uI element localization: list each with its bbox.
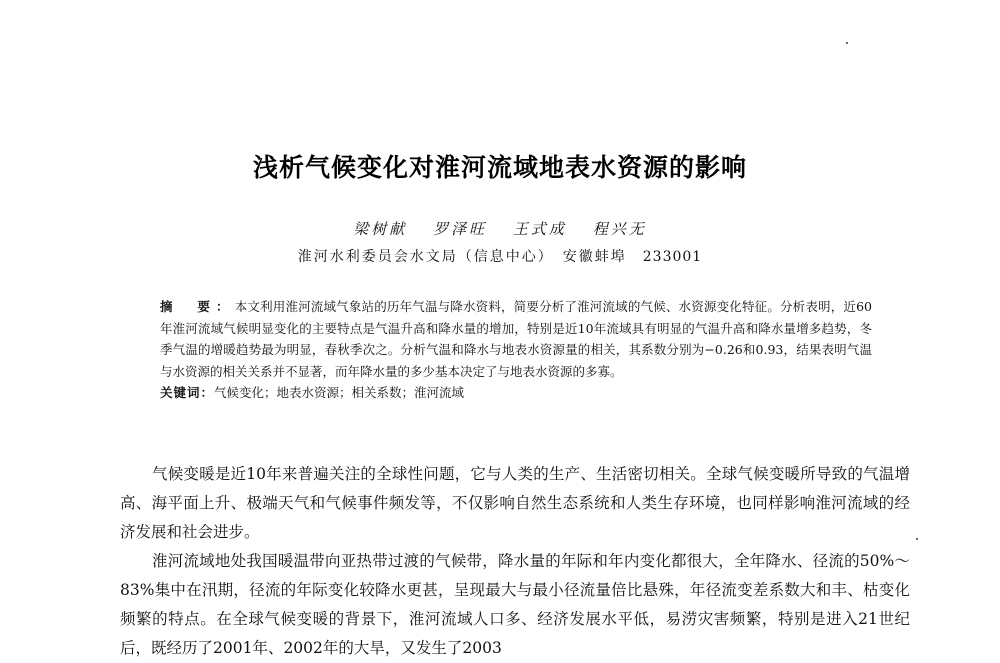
keywords-label: 关键词： [160, 385, 215, 400]
author-name: 罗泽旺 [433, 220, 488, 238]
abstract-paragraph [160, 296, 872, 382]
author-list [0, 218, 1000, 239]
keywords [160, 382, 872, 404]
scan-speck [846, 42, 848, 44]
abstract [160, 296, 872, 404]
author-name: 梁树献 [353, 220, 408, 238]
body-paragraph: 淮河流域地处我国暖温带向亚热带过渡的气候带，降水量的年际和年内变化都很大，全年降水、径流的50%～83%集中在汛期，径流的年际变化较降水更甚，呈现最大与最小径流量倍比悬殊，年径流变差系数大和丰、枯变化频繁的特点。在全球气候变暖的背景下，淮河流域人口多、经济发展水平低，易涝灾害频繁，特别是进入21世纪后，既经历了2001年、2002年的大旱，又发生了2003 [120, 552, 910, 657]
affiliation-text: 淮河水利委员会水文局（信息中心） 安徽蚌埠 [297, 249, 627, 265]
affiliation [0, 246, 1000, 266]
body-paragraph: 气候变暖是近10年来普遍关注的全球性问题，它与人类的生产、生活密切相关。全球气候变暖所导致的气温增高、海平面上升、极端天气和气候事件频发等，不仅影响自然生态系统和人类生存环境，也同样影响淮河流域的经济发展和社会进步。 [120, 465, 910, 541]
author-name: 王式成 [512, 220, 567, 238]
scan-speck [916, 538, 918, 540]
keywords-text: 气候变化；地表水资源；相关系数；淮河流域 [214, 385, 465, 400]
paper-title: 浅析气候变化对淮河流域地表水资源的影响 [252, 153, 747, 182]
abstract-text: 本文利用淮河流域气象站的历年气温与降水资料，简要分析了淮河流域的气候、水资源变化特征。分析表明，近60年淮河流域气候明显变化的主要特点是气温升高和降水量的增加，特别是近10年流域具有明显的气温升高和降水量增多趋势，冬季气温的增暖趋势最为明显，春秋季次之。分析气温和降水与地表水资源量的相关，其系数分别为−0.26和0.93，结果表明气温与水资源的相关关系并不显著，而年降水量的多少基本决定了与地表水资源的多寡。 [160, 299, 872, 379]
abstract-label: 摘 要： [160, 299, 235, 314]
postcode: 233001 [642, 249, 703, 265]
body-text [120, 460, 910, 663]
author-name: 程兴无 [592, 220, 647, 238]
